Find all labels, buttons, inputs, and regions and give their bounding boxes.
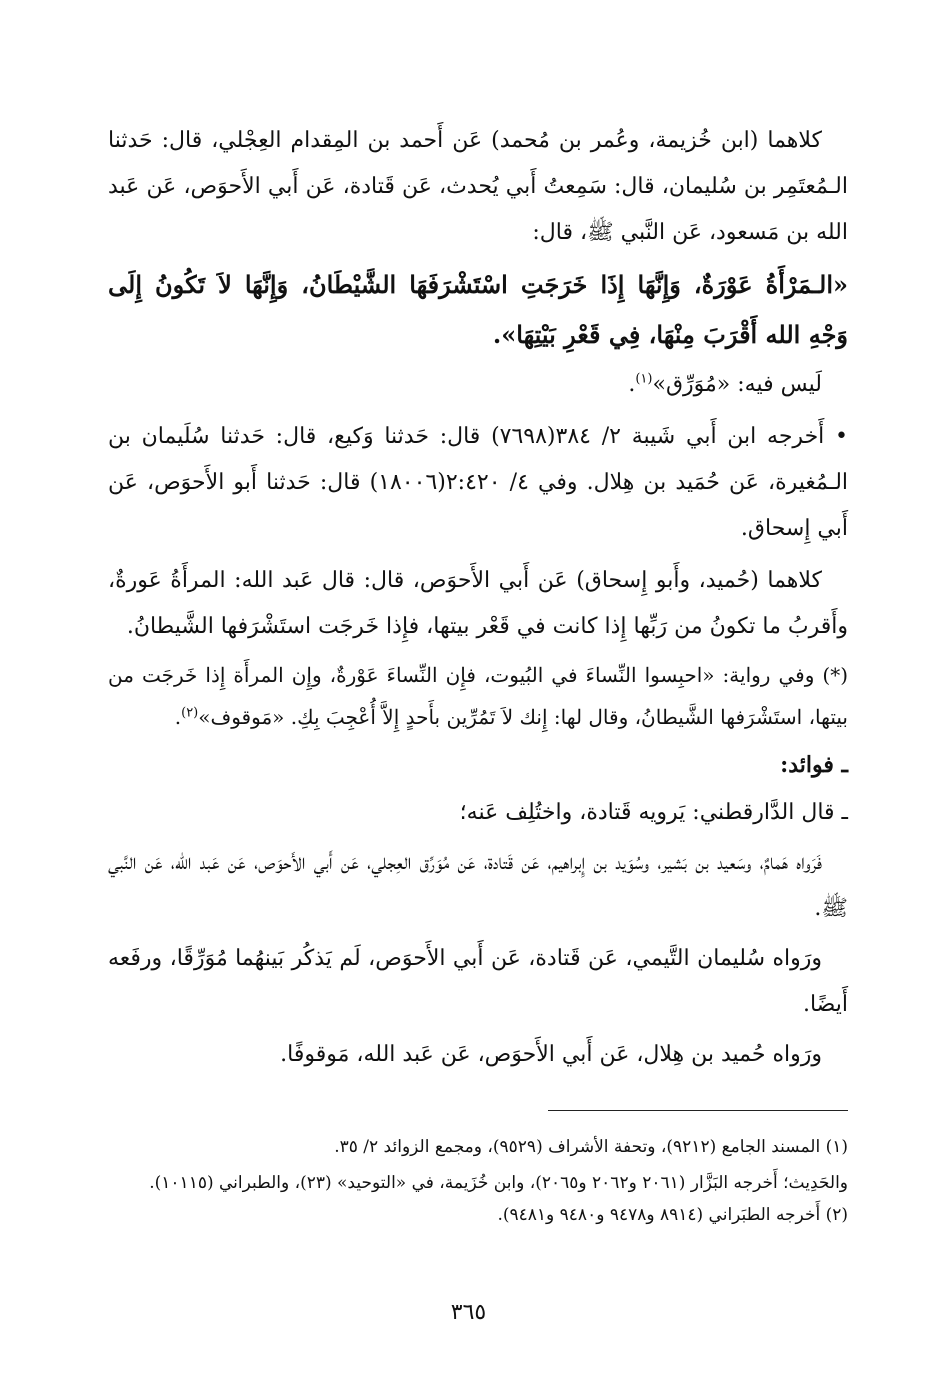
footnote-divider bbox=[548, 1110, 848, 1111]
paragraph-sulayman: ورَواه سُليمان التَّيمي، عَن قَتادة، عَن أَبي الأَحوَص، لَم يَذكُر بَينهُما مُوَرِّقًا، ورفَعه أَيضًا. bbox=[108, 946, 848, 1017]
page-body bbox=[108, 118, 848, 1082]
footnote-1: (١) المسند الجامع (٩٢١٢)، وتحفة الأشراف (٩٥٢٩)، ومجمع الزوائد ٢/ ٣٥. bbox=[334, 1137, 848, 1157]
footnotes bbox=[108, 1132, 848, 1236]
riwaya-text: (*) وفي رواية: «احبِسوا النِّساءَ في البُيوت، فإِن النِّساءَ عَوْرةٌ، وإِن المرأَة إِذا خَرجَت من بيتها، استَشْرَفها الشَّيطانُ، وقال لها: إِنك لاَ تَمُرِّين بأَحدٍ إِلاَّ أُعْجِبَ بِكِ. «مَوقوف» bbox=[108, 663, 848, 729]
hadith-text: «الـمَرْأَةُ عَوْرَةٌ، وَإِنَّهَا إِذَا خَرَجَتِ اسْتَشْرَفَهَا الشَّيْطَانُ، وَإِنَّهَا لاَ تَكُونُ إِلَى وَجْهِ الله أَقْرَبَ مِنْهَا، فِي قَعْرِ بَيْتِهَا». bbox=[108, 270, 848, 349]
footnote-ref-2[interactable]: (٢) bbox=[181, 705, 199, 721]
riwaya-end: . bbox=[174, 705, 182, 729]
paragraph-hammam: فَرَواه هَمامٌ، وسَعيد بن بَشير، وسُوَيد بن إِبراهيم، عَن قَتادة، عَن مُوَرِّق العِجلي، عَن أَبي الأَحوَص، عَن عَبد الله، عَن النَّبي ﷺ. bbox=[108, 850, 848, 921]
paragraph-humayd: ورَواه حُميد بن هِلال، عَن أَبي الأَحوَص، عَن عَبد الله، مَوقوفًا. bbox=[280, 1042, 822, 1067]
paragraph-takhrij: • أَخرجه ابن أَبي شَيبة ٢/ ٣٨٤(٧٦٩٨) قال: حَدثنا وَكيع، قال: حَدثنا سُلَيمان بن الـمُغيرة، عَن حُمَيد بن هِلال. وفي ٤/ ٢:٤٢٠(١٨٠٠٦) قال: حَدثنا أَبو الأَحوَص، عَن أَبي إِسحاق. bbox=[108, 424, 849, 541]
paragraph-note bbox=[108, 362, 848, 408]
page-number: ٣٦٥ bbox=[450, 1300, 487, 1325]
section-heading-fawaid: ـ فوائد: bbox=[780, 752, 848, 778]
footnote-1-continuation: والحَدِيث؛ أَخرجه البَزَّار (٢٠٦١ و٢٠٦٢ و٢٠٦٥)، وابن خُزَيمة، في «التوحيد» (٢٣)، والطبراني (١٠١١٥). bbox=[149, 1173, 848, 1193]
note-end: . bbox=[628, 372, 636, 397]
paragraph-isnad: كلاهما (ابن خُزيمة، وعُمر بن مُحمد) عَن أَحمد بن المِقدام العِجْلي، قال: حَدثنا الـمُعتَمِر بن سُليمان، قال: سَمِعتُ أَبي يُحدث، عَن قَتادة، عَن أَبي الأَحوَص، عَن عَبد الله بن مَسعود، عَن النَّبي ﷺ، قال: bbox=[108, 128, 848, 245]
footnote-2: (٢) أَخرجه الطبَراني (٨٩١٤ و٩٤٧٨ و٩٤٨٠ و٩٤٨١). bbox=[497, 1205, 848, 1225]
paragraph-daraqutni: ـ قال الدَّارقطني: يَرويه قَتادة، واختُلِف عَنه؛ bbox=[459, 800, 848, 825]
paragraph-riwaya bbox=[108, 654, 848, 738]
footnote-ref-1[interactable]: (١) bbox=[635, 371, 653, 387]
paragraph-mauquf: كلاهما (حُميد، وأَبو إِسحاق) عَن أَبي الأَحوَص، قال: قال عَبد الله: المرأَةُ عَورةٌ، وأَقربُ ما تكونُ من رَبِّها إِذا كانت في قَعْر بيتها، فإِذا خَرجَت استَشْرَفها الشَّيطانُ. bbox=[108, 568, 848, 639]
note-text: لَيس فيه: «مُوَرِّق» bbox=[652, 372, 822, 397]
